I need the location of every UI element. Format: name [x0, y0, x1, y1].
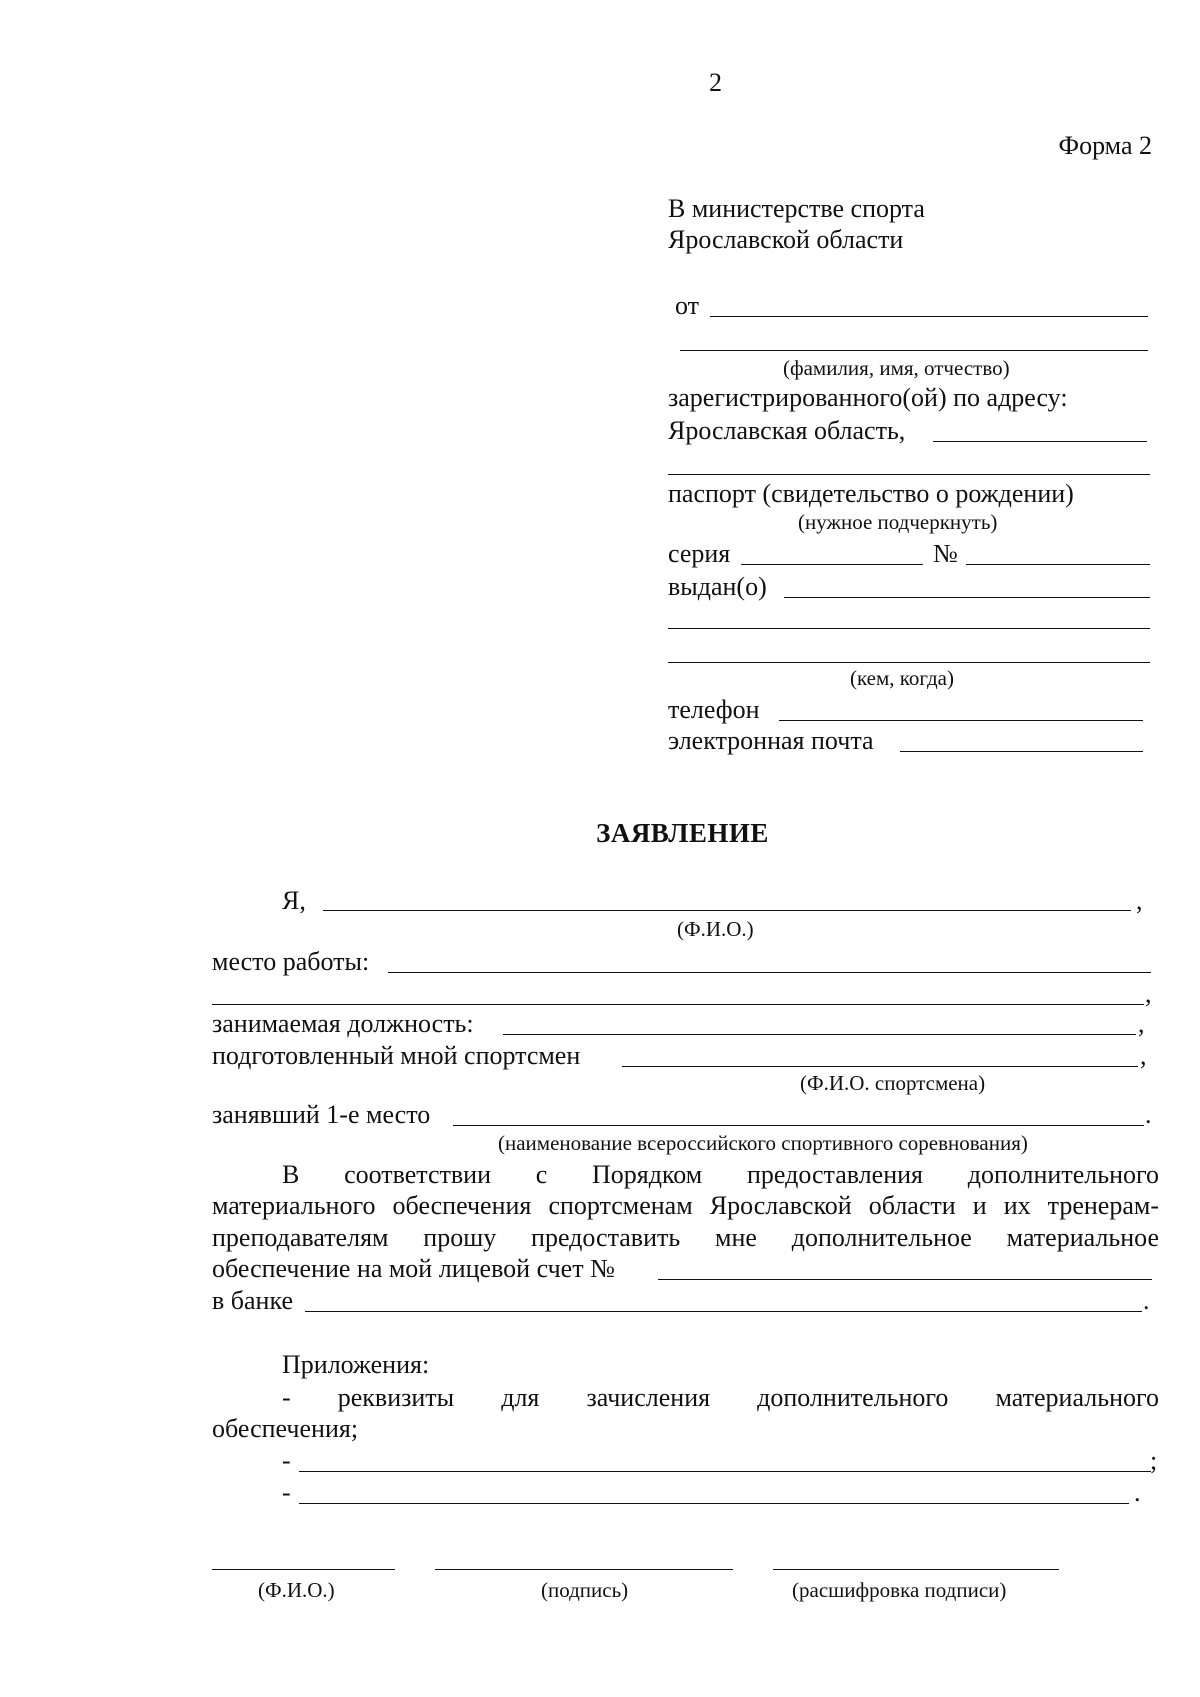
signature-sign-caption: (подпись)	[541, 1578, 629, 1602]
addressee-line-1: В министерстве спорта	[668, 194, 925, 223]
phone-label: телефон	[668, 695, 760, 724]
place-label: занявший 1-е место	[212, 1100, 431, 1129]
i-label: Я,	[282, 886, 306, 915]
workplace-label: место работы:	[212, 947, 370, 976]
issued-field[interactable]	[784, 597, 1150, 598]
issued-caption: (кем, когда)	[850, 666, 954, 690]
page-number: 2	[709, 68, 722, 97]
from-fio-field-2[interactable]	[680, 350, 1148, 351]
form-label: Форма 2	[1058, 131, 1152, 160]
series-label: серия	[668, 539, 731, 568]
attachment-dash-3: -	[282, 1478, 291, 1507]
bank-field[interactable]	[305, 1311, 1142, 1312]
workplace-field-2[interactable]	[212, 1004, 1144, 1005]
fio-comma: ,	[1136, 886, 1143, 915]
bank-label: в банке	[212, 1286, 293, 1315]
competition-period: .	[1145, 1100, 1152, 1129]
applicant-fio-field[interactable]	[323, 910, 1131, 911]
workplace-comma: ,	[1145, 979, 1152, 1008]
athlete-comma: ,	[1140, 1041, 1147, 1070]
passport-label: паспорт (свидетельство о рождении)	[668, 479, 1074, 508]
signature-fio-field[interactable]	[212, 1569, 395, 1570]
issued-field-2[interactable]	[668, 628, 1150, 629]
addressee-line-2: Ярославской области	[668, 225, 904, 254]
email-label: электронная почта	[668, 726, 874, 755]
from-fio-field[interactable]	[710, 316, 1148, 317]
paragraph-line-2: материального обеспечения спортсменам Ярославской области и их тренерам-	[212, 1191, 1159, 1220]
attachment-field-3[interactable]	[299, 1503, 1129, 1504]
position-comma: ,	[1138, 1009, 1145, 1038]
fio-caption: (фамилия, имя, отчество)	[783, 356, 1010, 380]
signature-decode-field[interactable]	[773, 1569, 1059, 1570]
attachment-semicolon: ;	[1150, 1446, 1158, 1475]
signature-fio-caption: (Ф.И.О.)	[258, 1578, 335, 1602]
address-field-2[interactable]	[668, 474, 1150, 475]
email-field[interactable]	[900, 751, 1143, 752]
attachment-period: .	[1134, 1478, 1141, 1507]
attachments-heading: Приложения:	[282, 1350, 430, 1379]
paragraph-line-1: В соответствии с Порядком предоставления дополнительного	[282, 1160, 1159, 1189]
registered-label: зарегистрированного(ой) по адресу:	[668, 383, 1068, 412]
signature-decode-caption: (расшифровка подписи)	[792, 1578, 1007, 1602]
paragraph-line-3: преподавателям прошу предоставить мне дополнительное материальное	[212, 1223, 1159, 1252]
number-label: №	[933, 539, 958, 568]
applicant-fio-caption: (Ф.И.О.)	[677, 917, 754, 941]
position-label: занимаемая должность:	[212, 1009, 474, 1038]
attachment-dash-2: -	[282, 1446, 291, 1475]
competition-field[interactable]	[453, 1125, 1144, 1126]
document-title: ЗАЯВЛЕНИЕ	[596, 818, 769, 848]
position-field[interactable]	[503, 1034, 1136, 1035]
passport-series-field[interactable]	[741, 564, 923, 565]
attachment-item-1: - реквизиты для зачисления дополнительного материального	[282, 1383, 1159, 1412]
from-label: от	[675, 291, 700, 320]
bank-period: .	[1143, 1286, 1150, 1315]
competition-caption: (наименование всероссийского спортивного соревнования)	[498, 1131, 1028, 1155]
account-number-field[interactable]	[658, 1279, 1152, 1280]
phone-field[interactable]	[779, 720, 1143, 721]
paragraph-line-4: обеспечение на мой лицевой счет №	[212, 1254, 615, 1283]
region-label: Ярославская область,	[668, 416, 906, 445]
attachment-item-1-cont: обеспечения;	[212, 1414, 359, 1443]
address-field[interactable]	[933, 441, 1147, 442]
athlete-field[interactable]	[622, 1066, 1138, 1067]
workplace-field[interactable]	[388, 972, 1151, 973]
attachment-field-2[interactable]	[299, 1471, 1151, 1472]
athlete-caption: (Ф.И.О. спортсмена)	[800, 1071, 986, 1095]
issued-field-3[interactable]	[668, 662, 1150, 663]
issued-label: выдан(о)	[668, 572, 767, 601]
athlete-label: подготовленный мной спортсмен	[212, 1041, 581, 1070]
passport-number-field[interactable]	[966, 564, 1150, 565]
signature-sign-field[interactable]	[435, 1569, 733, 1570]
underline-note: (нужное подчеркнуть)	[798, 510, 998, 534]
